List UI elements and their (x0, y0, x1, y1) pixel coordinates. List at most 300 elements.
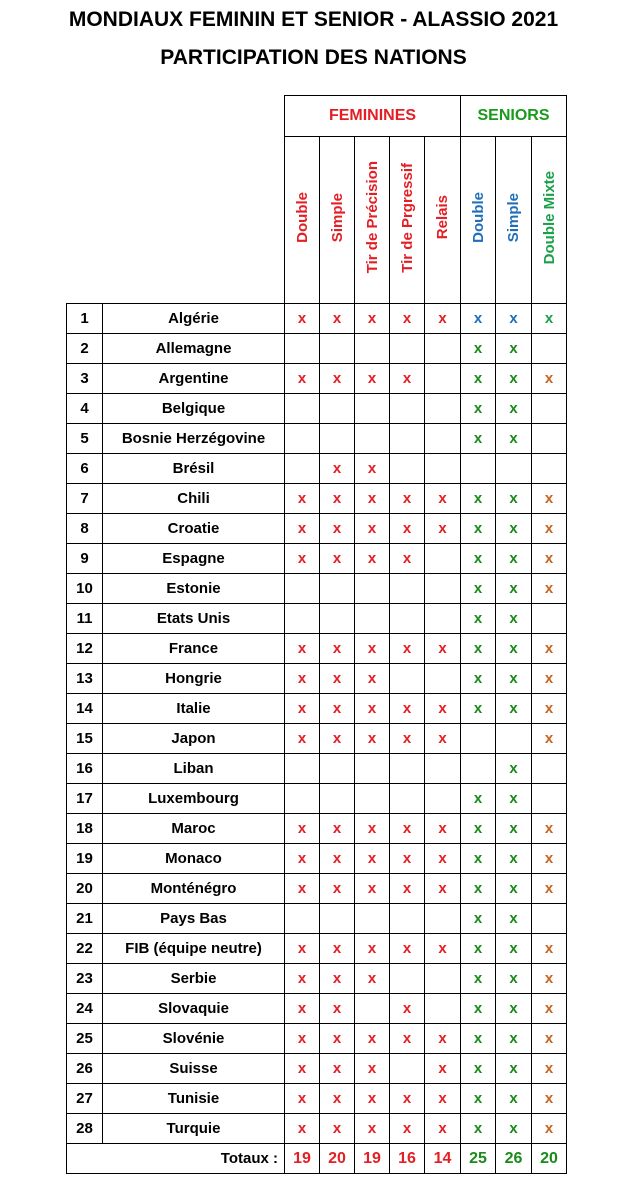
participation-mark: x (461, 544, 496, 574)
participation-mark (461, 454, 496, 484)
table-row (67, 664, 567, 694)
participation-mark (425, 544, 461, 574)
participation-mark: x (320, 724, 355, 754)
participation-mark: x (285, 724, 320, 754)
participation-mark (425, 754, 461, 784)
participation-mark: x (355, 454, 390, 484)
participation-mark: x (320, 1024, 355, 1054)
participation-mark: x (496, 574, 532, 604)
column-header-label: Tir de Prgressif (398, 162, 416, 273)
row-number: 3 (67, 364, 103, 394)
column-header-double-mixte (532, 137, 567, 304)
participation-mark (532, 754, 567, 784)
participation-mark: x (285, 964, 320, 994)
participation-mark: x (425, 1054, 461, 1084)
group-header-feminines: FEMININES (285, 96, 461, 137)
participation-mark: x (320, 364, 355, 394)
participation-mark: x (461, 694, 496, 724)
participation-mark: x (355, 304, 390, 334)
total-value: 16 (390, 1144, 425, 1174)
participation-mark (390, 754, 425, 784)
participation-mark: x (320, 304, 355, 334)
participation-mark: x (425, 304, 461, 334)
participation-mark (390, 1054, 425, 1084)
table-row (67, 454, 567, 484)
participation-mark: x (461, 664, 496, 694)
participation-mark (355, 994, 390, 1024)
participation-mark: x (285, 994, 320, 1024)
participation-mark: x (285, 364, 320, 394)
participation-mark: x (355, 1054, 390, 1084)
column-header-feminines-double (285, 137, 320, 304)
row-number: 27 (67, 1084, 103, 1114)
participation-mark: x (461, 604, 496, 634)
country-name: Italie (103, 694, 285, 724)
column-header-label: Simple (505, 192, 522, 243)
participation-mark: x (390, 514, 425, 544)
participation-mark (285, 574, 320, 604)
country-name: Chili (103, 484, 285, 514)
column-header-label: Double (293, 192, 311, 243)
participation-mark: x (355, 664, 390, 694)
participation-mark: x (532, 514, 567, 544)
participation-mark: x (461, 484, 496, 514)
column-header-feminines-simple (320, 137, 355, 304)
participation-mark: x (461, 1114, 496, 1144)
country-name: Slovénie (103, 1024, 285, 1054)
participation-mark: x (496, 1054, 532, 1084)
participation-mark (390, 334, 425, 364)
participation-mark: x (461, 1054, 496, 1084)
participation-mark: x (532, 694, 567, 724)
participation-mark: x (390, 1024, 425, 1054)
country-name: Serbie (103, 964, 285, 994)
participation-mark: x (320, 514, 355, 544)
table-row (67, 604, 567, 634)
table-row (67, 544, 567, 574)
table-row (67, 1054, 567, 1084)
participation-mark: x (496, 694, 532, 724)
table-row (67, 1084, 567, 1114)
participation-mark: x (390, 484, 425, 514)
participation-mark: x (355, 544, 390, 574)
row-number: 12 (67, 634, 103, 664)
row-number: 6 (67, 454, 103, 484)
total-value: 26 (496, 1144, 532, 1174)
country-name: Croatie (103, 514, 285, 544)
table-row (67, 724, 567, 754)
participation-mark: x (355, 1114, 390, 1144)
country-name: Allemagne (103, 334, 285, 364)
participation-mark: x (461, 844, 496, 874)
participation-mark (532, 454, 567, 484)
participation-mark: x (532, 1084, 567, 1114)
row-number: 14 (67, 694, 103, 724)
participation-mark (320, 754, 355, 784)
participation-mark: x (425, 484, 461, 514)
participation-mark (390, 784, 425, 814)
row-number: 8 (67, 514, 103, 544)
row-number: 26 (67, 1054, 103, 1084)
country-name: Hongrie (103, 664, 285, 694)
table-row (67, 424, 567, 454)
participation-mark (355, 904, 390, 934)
total-value: 19 (355, 1144, 390, 1174)
table-row (67, 574, 567, 604)
row-number: 24 (67, 994, 103, 1024)
participation-mark (355, 394, 390, 424)
participation-mark: x (390, 694, 425, 724)
blank-corner (67, 96, 285, 137)
participation-mark (320, 904, 355, 934)
participation-mark: x (461, 934, 496, 964)
participation-mark: x (496, 664, 532, 694)
participation-mark (355, 754, 390, 784)
participation-mark (285, 604, 320, 634)
participation-mark (285, 754, 320, 784)
participation-mark: x (461, 1084, 496, 1114)
participation-mark (461, 754, 496, 784)
participation-mark (285, 424, 320, 454)
participation-mark: x (496, 484, 532, 514)
participation-mark: x (425, 694, 461, 724)
participation-mark: x (461, 904, 496, 934)
participation-mark: x (496, 844, 532, 874)
participation-mark (425, 394, 461, 424)
participation-mark (532, 604, 567, 634)
participation-mark: x (496, 334, 532, 364)
participation-mark (425, 664, 461, 694)
participation-mark (532, 394, 567, 424)
participation-mark: x (461, 814, 496, 844)
participation-mark: x (320, 634, 355, 664)
row-number: 20 (67, 874, 103, 904)
participation-mark: x (532, 634, 567, 664)
participation-mark: x (355, 844, 390, 874)
participation-table (66, 95, 567, 1174)
total-value: 14 (425, 1144, 461, 1174)
participation-mark: x (496, 934, 532, 964)
column-header-seniors-double (461, 137, 496, 304)
participation-mark: x (532, 364, 567, 394)
page-subtitle: PARTICIPATION DES NATIONS (160, 46, 467, 69)
participation-mark: x (496, 364, 532, 394)
participation-mark: x (285, 484, 320, 514)
participation-mark: x (390, 994, 425, 1024)
participation-mark (425, 784, 461, 814)
participation-mark: x (425, 724, 461, 754)
participation-mark: x (532, 1054, 567, 1084)
table-row (67, 1024, 567, 1054)
totals-label: Totaux : (67, 1144, 285, 1174)
country-name: Estonie (103, 574, 285, 604)
participation-mark (425, 574, 461, 604)
country-name: Monténégro (103, 874, 285, 904)
participation-mark (390, 604, 425, 634)
country-name: Turquie (103, 1114, 285, 1144)
participation-mark (461, 724, 496, 754)
country-name: Belgique (103, 394, 285, 424)
table-row (67, 784, 567, 814)
participation-mark (532, 424, 567, 454)
participation-mark: x (496, 424, 532, 454)
participation-mark: x (285, 934, 320, 964)
participation-mark (425, 454, 461, 484)
country-name: Brésil (103, 454, 285, 484)
country-name: FIB (équipe neutre) (103, 934, 285, 964)
total-value: 19 (285, 1144, 320, 1174)
row-number: 25 (67, 1024, 103, 1054)
participation-mark: x (532, 814, 567, 844)
participation-mark: x (390, 1114, 425, 1144)
participation-mark: x (285, 664, 320, 694)
table-row (67, 994, 567, 1024)
participation-mark: x (461, 784, 496, 814)
country-name: Etats Unis (103, 604, 285, 634)
participation-mark: x (390, 724, 425, 754)
participation-mark (425, 424, 461, 454)
participation-mark: x (461, 304, 496, 334)
participation-mark (320, 424, 355, 454)
total-value: 20 (532, 1144, 567, 1174)
total-value: 25 (461, 1144, 496, 1174)
participation-mark (320, 574, 355, 604)
participation-mark: x (496, 994, 532, 1024)
column-header-label: Relais (434, 195, 451, 240)
column-header-tir-de-precision (355, 137, 390, 304)
country-name: Luxembourg (103, 784, 285, 814)
participation-mark: x (425, 1114, 461, 1144)
participation-mark: x (496, 814, 532, 844)
participation-mark: x (496, 634, 532, 664)
column-header-label: Double Mixte (540, 170, 558, 265)
column-header-relais (425, 137, 461, 304)
participation-mark: x (320, 1054, 355, 1084)
participation-mark (355, 574, 390, 604)
table-row (67, 694, 567, 724)
participation-mark: x (461, 394, 496, 424)
participation-mark: x (320, 454, 355, 484)
table-row (67, 964, 567, 994)
country-name: France (103, 634, 285, 664)
participation-mark: x (496, 904, 532, 934)
participation-mark: x (461, 964, 496, 994)
row-number: 28 (67, 1114, 103, 1144)
table-row (67, 304, 567, 334)
participation-mark: x (461, 334, 496, 364)
row-number: 4 (67, 394, 103, 424)
table-row (67, 874, 567, 904)
participation-mark (390, 424, 425, 454)
participation-mark: x (355, 694, 390, 724)
participation-mark: x (285, 514, 320, 544)
participation-mark: x (320, 964, 355, 994)
participation-mark (320, 784, 355, 814)
participation-mark: x (532, 964, 567, 994)
participation-mark: x (425, 1084, 461, 1114)
participation-mark (390, 904, 425, 934)
participation-mark: x (390, 934, 425, 964)
country-name: Bosnie Herzégovine (103, 424, 285, 454)
country-name: Suisse (103, 1054, 285, 1084)
participation-mark (496, 454, 532, 484)
participation-mark: x (532, 544, 567, 574)
participation-mark: x (355, 514, 390, 544)
participation-mark (390, 394, 425, 424)
participation-mark (320, 604, 355, 634)
column-header-label: Simple (328, 192, 346, 243)
participation-mark: x (461, 874, 496, 904)
column-header-label: Tir de Précision (363, 161, 381, 274)
participation-mark: x (496, 1114, 532, 1144)
participation-mark: x (532, 664, 567, 694)
column-header-tir-progressif (390, 137, 425, 304)
participation-mark: x (355, 634, 390, 664)
participation-mark: x (285, 844, 320, 874)
participation-mark: x (320, 1114, 355, 1144)
participation-mark (285, 394, 320, 424)
participation-mark: x (285, 1084, 320, 1114)
participation-mark: x (425, 814, 461, 844)
participation-mark: x (285, 874, 320, 904)
participation-mark: x (355, 364, 390, 394)
country-name: Algérie (103, 304, 285, 334)
row-number: 11 (67, 604, 103, 634)
participation-mark: x (355, 1084, 390, 1114)
participation-mark: x (496, 544, 532, 574)
table-row (67, 814, 567, 844)
participation-mark (355, 334, 390, 364)
participation-mark: x (461, 634, 496, 664)
participation-mark (390, 964, 425, 994)
participation-mark: x (461, 994, 496, 1024)
row-number: 2 (67, 334, 103, 364)
row-number: 16 (67, 754, 103, 784)
totals-row (67, 1144, 567, 1174)
participation-mark: x (425, 634, 461, 664)
row-number: 23 (67, 964, 103, 994)
participation-mark (425, 334, 461, 364)
row-number: 13 (67, 664, 103, 694)
participation-mark: x (285, 1054, 320, 1084)
table-row (67, 514, 567, 544)
participation-mark: x (496, 784, 532, 814)
participation-mark (496, 724, 532, 754)
participation-mark: x (320, 844, 355, 874)
row-number: 9 (67, 544, 103, 574)
participation-mark (390, 574, 425, 604)
participation-mark: x (461, 514, 496, 544)
participation-mark: x (461, 424, 496, 454)
participation-mark (355, 604, 390, 634)
blank-corner (67, 137, 285, 304)
participation-mark: x (355, 874, 390, 904)
participation-mark: x (425, 874, 461, 904)
country-name: Tunisie (103, 1084, 285, 1114)
participation-mark: x (390, 544, 425, 574)
row-number: 1 (67, 304, 103, 334)
participation-mark: x (320, 544, 355, 574)
participation-mark: x (461, 364, 496, 394)
total-value: 20 (320, 1144, 355, 1174)
participation-mark: x (461, 1024, 496, 1054)
participation-mark: x (320, 664, 355, 694)
participation-mark (320, 334, 355, 364)
country-name: Slovaquie (103, 994, 285, 1024)
participation-mark: x (532, 874, 567, 904)
participation-mark (425, 904, 461, 934)
country-name: Espagne (103, 544, 285, 574)
row-number: 19 (67, 844, 103, 874)
participation-mark: x (496, 604, 532, 634)
country-name: Pays Bas (103, 904, 285, 934)
country-name: Monaco (103, 844, 285, 874)
participation-mark: x (390, 364, 425, 394)
participation-mark: x (390, 634, 425, 664)
table-row (67, 904, 567, 934)
participation-mark: x (320, 934, 355, 964)
participation-mark: x (390, 1084, 425, 1114)
table-row (67, 634, 567, 664)
participation-mark (355, 784, 390, 814)
participation-mark: x (285, 304, 320, 334)
table-row (67, 754, 567, 784)
page-title: MONDIAUX FEMININ ET SENIOR - ALASSIO 2021 (68, 8, 559, 31)
table-row (67, 1114, 567, 1144)
participation-mark: x (355, 1024, 390, 1054)
participation-mark: x (532, 844, 567, 874)
participation-mark: x (532, 1024, 567, 1054)
table-row (67, 334, 567, 364)
participation-mark (425, 964, 461, 994)
participation-mark: x (496, 514, 532, 544)
participation-mark: x (496, 304, 532, 334)
participation-mark (285, 784, 320, 814)
table-row (67, 844, 567, 874)
participation-mark: x (285, 634, 320, 664)
participation-mark: x (355, 814, 390, 844)
table-row (67, 484, 567, 514)
participation-mark (285, 904, 320, 934)
row-number: 22 (67, 934, 103, 964)
participation-mark: x (425, 514, 461, 544)
participation-mark: x (532, 934, 567, 964)
participation-mark: x (532, 724, 567, 754)
participation-mark (425, 364, 461, 394)
participation-mark: x (496, 394, 532, 424)
group-header-seniors: SENIORS (461, 96, 567, 137)
row-number: 7 (67, 484, 103, 514)
participation-mark: x (355, 964, 390, 994)
participation-mark: x (496, 1084, 532, 1114)
participation-mark: x (496, 754, 532, 784)
participation-mark (425, 994, 461, 1024)
participation-mark: x (532, 484, 567, 514)
row-number: 10 (67, 574, 103, 604)
participation-mark: x (532, 304, 567, 334)
participation-mark: x (425, 844, 461, 874)
participation-mark (425, 604, 461, 634)
row-number: 17 (67, 784, 103, 814)
participation-mark: x (355, 484, 390, 514)
country-name: Liban (103, 754, 285, 784)
participation-mark: x (320, 1084, 355, 1114)
participation-mark: x (461, 574, 496, 604)
participation-mark: x (390, 874, 425, 904)
participation-mark: x (390, 844, 425, 874)
participation-mark: x (285, 1024, 320, 1054)
participation-mark: x (285, 1114, 320, 1144)
